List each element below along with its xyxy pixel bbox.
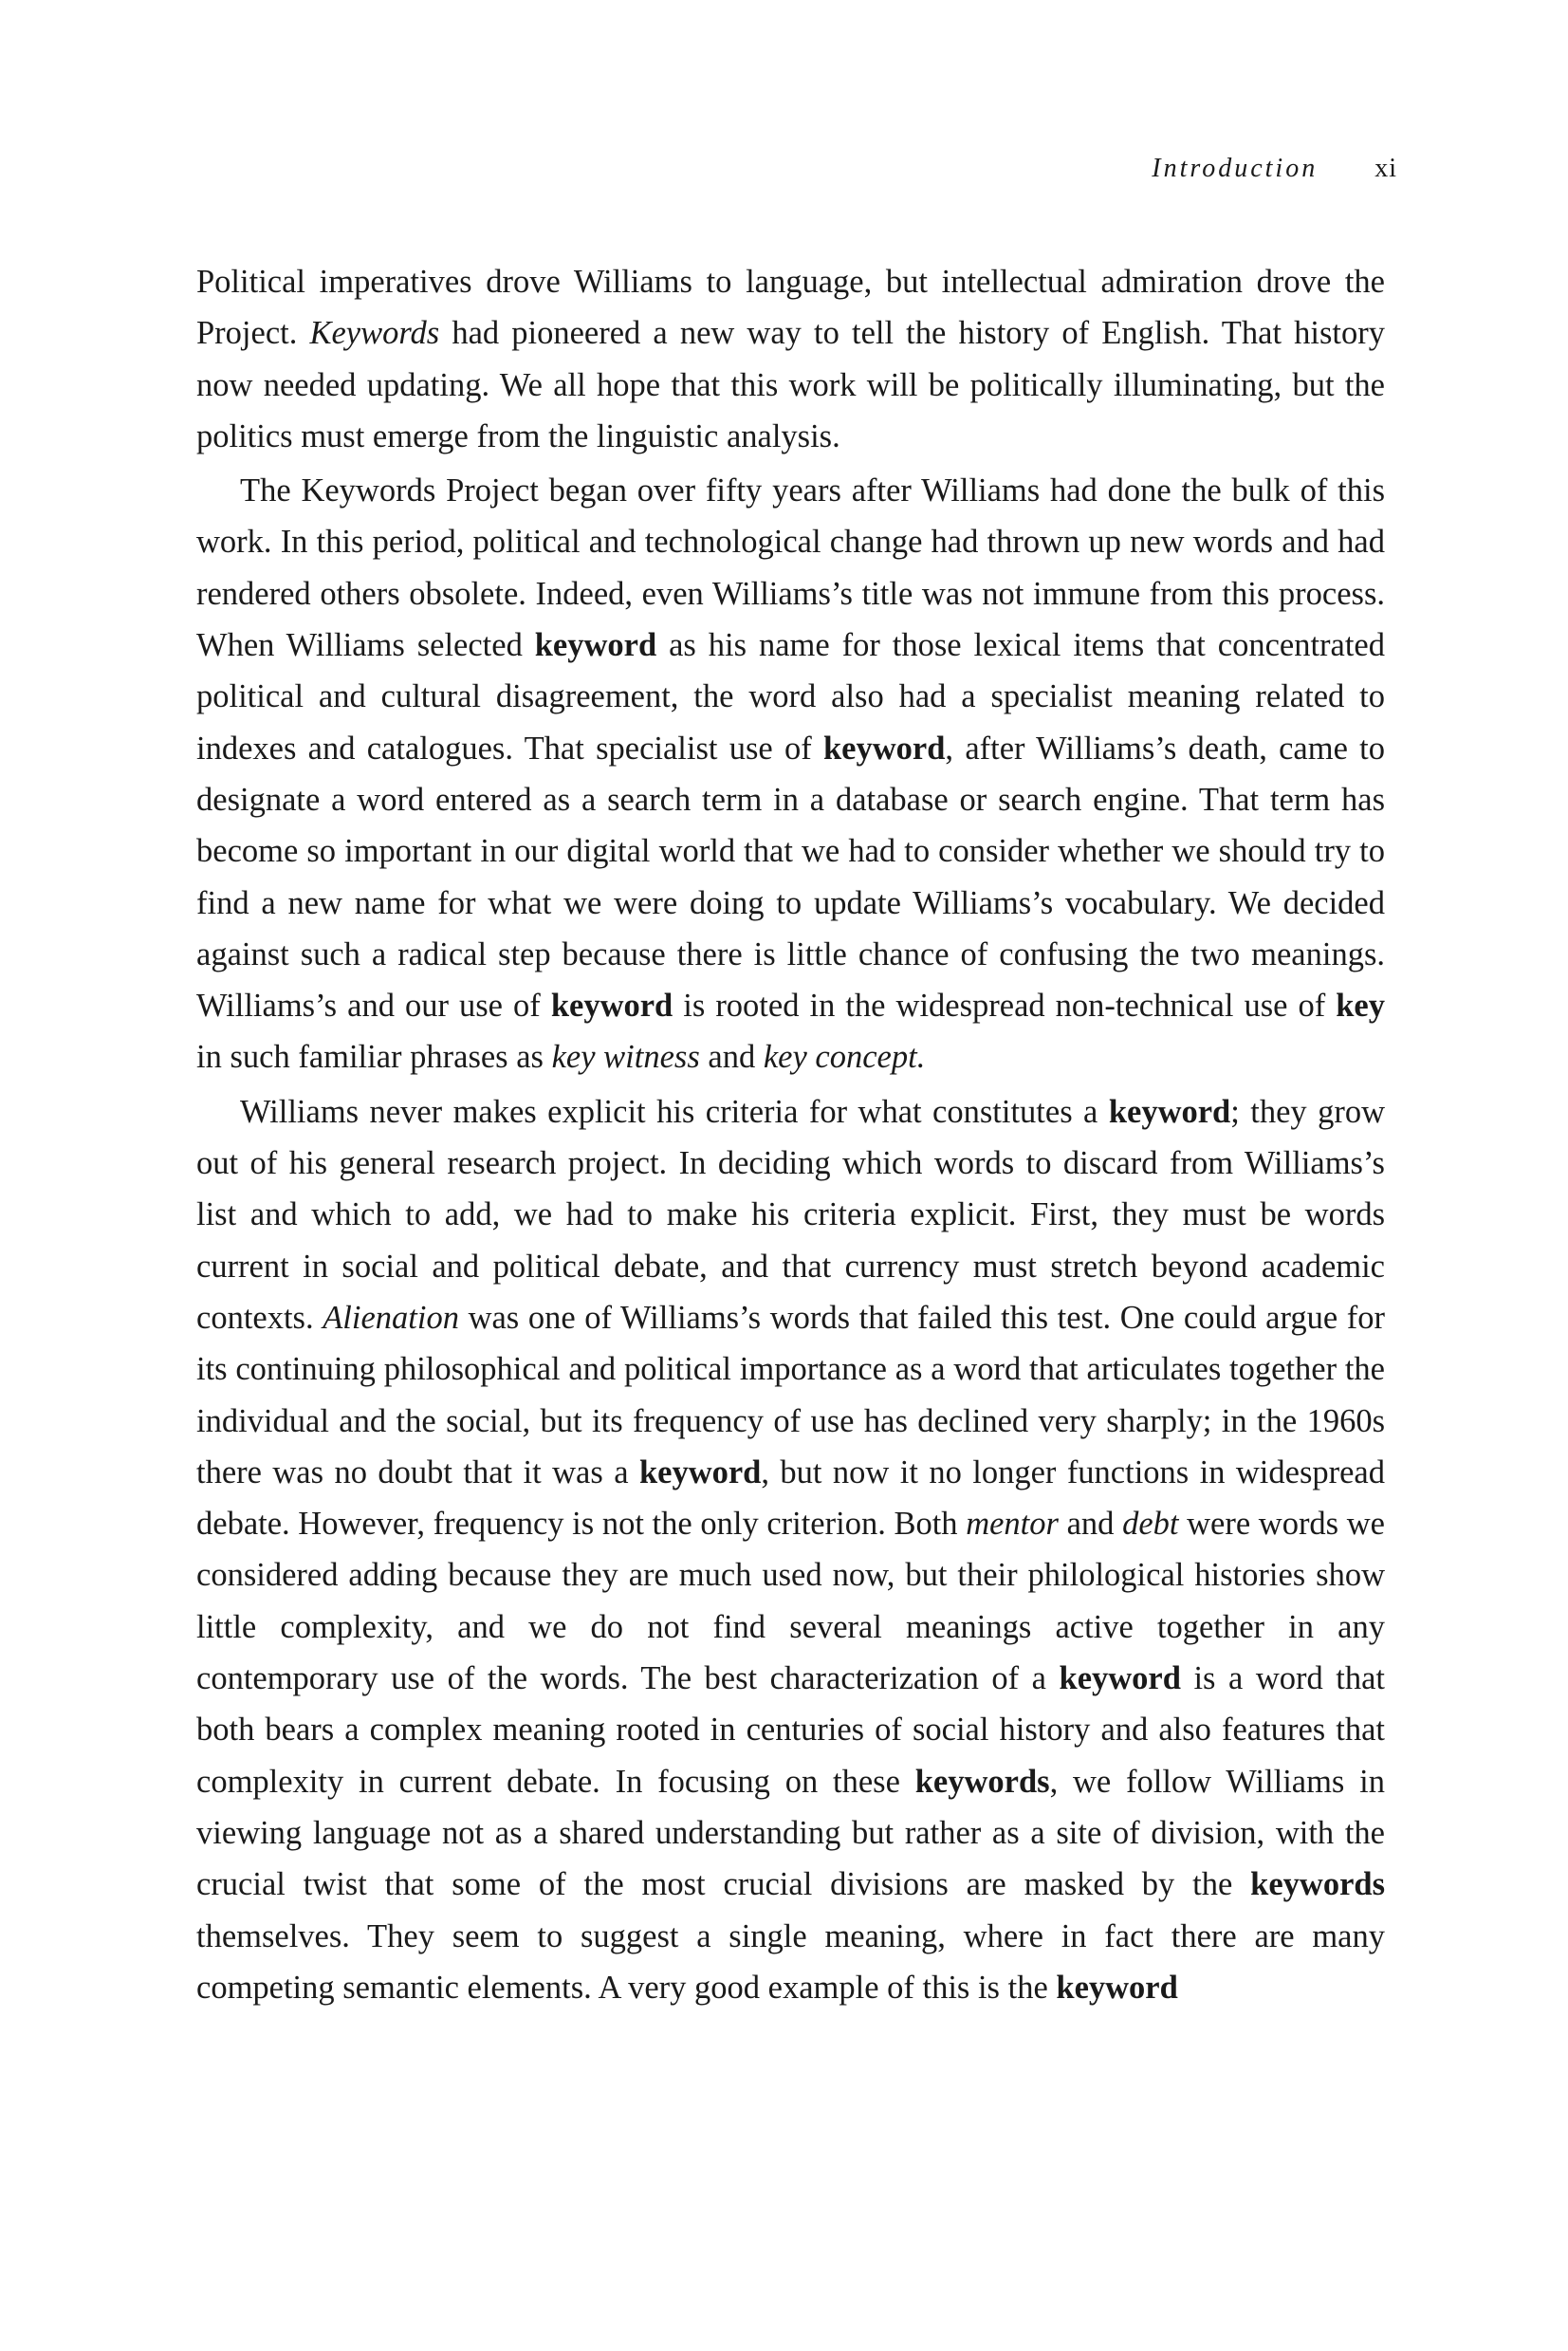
page-number: xi <box>1374 154 1397 183</box>
text-run: was one of Williams’s words that failed this test. One could argue for its continuing philosophical and political importance as a word that articulates together the individual and the social, but its frequency of use has declined very sharply; in the 1960s there was no doubt that it was a <box>196 1299 1385 1490</box>
bold-term: keyword <box>823 730 946 767</box>
bold-term: keyword <box>550 988 673 1025</box>
italic-term: mentor <box>966 1506 1059 1543</box>
paragraph <box>196 465 1385 1083</box>
text-run: is rooted in the widespread non-technical use of <box>673 988 1337 1025</box>
italic-term: key concept. <box>763 1039 926 1076</box>
text-run: in such familiar phrases as <box>196 1039 552 1076</box>
text-run: Political imperatives drove Williams to language, but intellectual admiration drove the Project. <box>196 264 1385 352</box>
bold-term: keyword <box>534 627 657 664</box>
bold-term: keywords <box>1250 1866 1385 1903</box>
italic-term: Keywords <box>309 315 440 352</box>
text-run: , after Williams’s death, came to designate a word entered as a search term in a database or search engine. That term has become so important in our digital world that we had to consider whether we should try to find a new name for what we were doing to update Williams’s vocabulary. We decided against such a radical step because there is little chance of confusing the two meanings. Williams’s and our use of <box>196 730 1385 1025</box>
text-run: is a word that both bears a complex meaning rooted in centuries of social history and also features that complexity in current debate. In focusing on these <box>196 1660 1385 1800</box>
bold-term: keyword <box>1108 1093 1231 1130</box>
running-head <box>1152 152 1397 186</box>
text-run: had pioneered a new way to tell the history of English. That history now needed updating. We all hope that this work will be politically illuminating, but the politics must emerge from the linguistic analysis. <box>196 315 1385 454</box>
bold-term: keyword <box>1056 1969 1178 2006</box>
text-run: and <box>1058 1506 1123 1543</box>
body-text <box>196 256 1385 2013</box>
running-head-title: Introduction <box>1152 154 1319 183</box>
bold-term: key <box>1336 988 1385 1025</box>
italic-term: key witness <box>551 1039 700 1076</box>
bold-term: keywords <box>914 1763 1050 1800</box>
text-run: The Keywords Project began over fifty years after Williams had done the bulk of this work. In this period, political and technological change had thrown up new words and had rendered others obsolete. Indeed, even Williams’s title was not immune from this process. When Williams selected <box>196 472 1385 664</box>
text-run: and <box>699 1039 764 1076</box>
paragraph <box>196 256 1385 462</box>
text-run: themselves. They seem to suggest a single meaning, where in fact there are many competing semantic elements. A very good example of this is the <box>196 1917 1385 2006</box>
italic-term: debt <box>1122 1506 1179 1543</box>
text-run: as his name for those lexical items that concentrated political and cultural disagreement, the word also had a specialist meaning related to indexes and catalogues. That specialist use of <box>196 627 1385 767</box>
text-run: Williams never makes explicit his criteria for what constitutes a <box>240 1093 1109 1130</box>
text-run: were words we considered adding because they are much used now, but their philological histories show little complexity, and we do not find several meanings active together in any contemporary use of the words. The best characterization of a <box>196 1506 1385 1697</box>
text-run: ; they grow out of his general research project. In deciding which words to discard from Williams’s list and which to add, we had to make his criteria explicit. First, they must be words current in social and political debate, and that currency must stretch beyond academic contexts. <box>196 1093 1385 1336</box>
paragraph <box>196 1086 1385 2013</box>
text-run: , we follow Williams in viewing language not as a shared understanding but rather as a site of division, with the crucial twist that some of the most crucial divisions are masked by the <box>196 1763 1385 1903</box>
bold-term: keyword <box>1059 1660 1181 1697</box>
italic-term: Alienation <box>323 1299 459 1336</box>
bold-term: keyword <box>638 1453 762 1490</box>
text-run: , but now it no longer functions in widespread debate. However, frequency is not the only criterion. Both <box>196 1453 1385 1543</box>
